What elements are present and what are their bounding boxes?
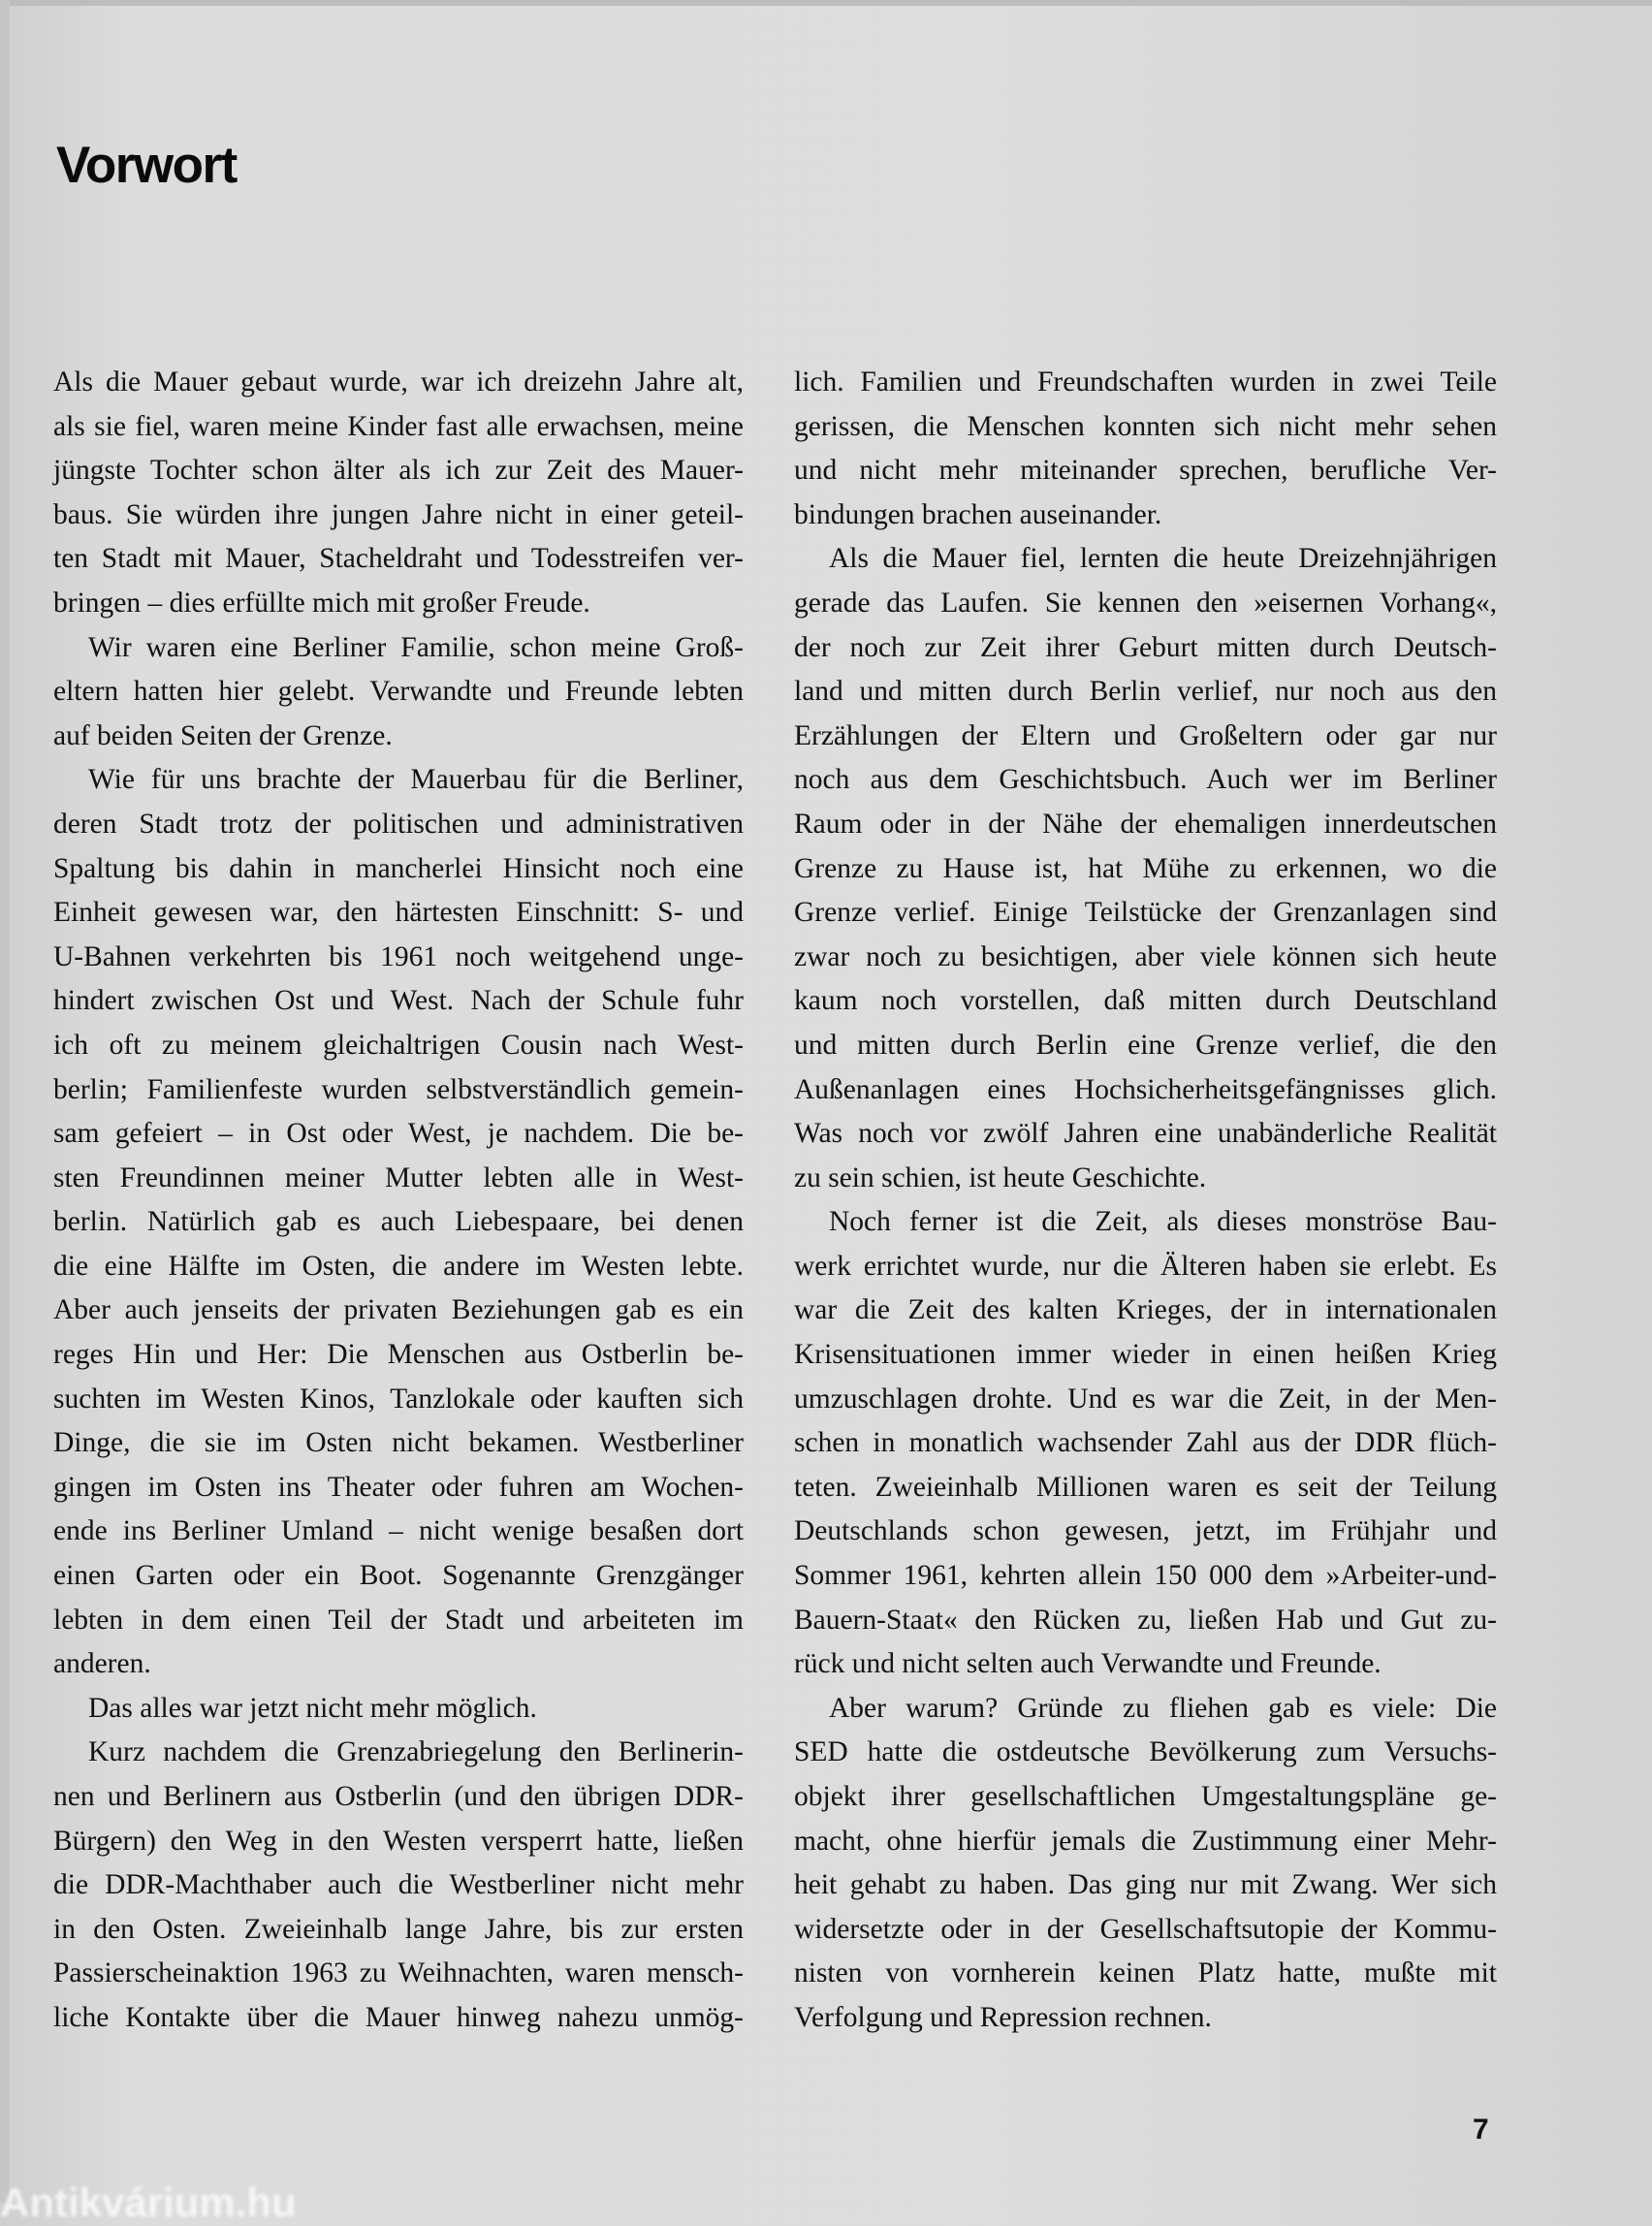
text-line: land und mitten durch Berlin verlief, nur noch aus den <box>794 676 1497 708</box>
text-line: baus. Sie würden ihre jungen Jahre nicht in einer geteil- <box>53 498 744 530</box>
text-line: Bürgern) den Weg in den Westen versperrt hatte, ließen <box>53 1825 744 1857</box>
text-line: Was noch vor zwölf Jahren eine unabänderliche Realität <box>794 1118 1497 1150</box>
text-line: einen Garten oder ein Boot. Sogenannte Grenzgänger <box>53 1560 744 1592</box>
text-line: schen in monatlich wachsender Zahl aus der DDR flüch- <box>794 1427 1497 1459</box>
text-line: umzuschlagen drohte. Und es war die Zeit, in der Men- <box>794 1383 1497 1415</box>
text-line: macht, ohne hierfür jemals die Zustimmung einer Mehr- <box>794 1825 1497 1857</box>
text-line: und mitten durch Berlin eine Grenze verlief, die den <box>794 1029 1497 1061</box>
text-line: Spaltung bis dahin in mancherlei Hinsicht noch eine <box>53 852 744 884</box>
text-line: Als die Mauer fiel, lernten die heute Dreizehnjährigen <box>829 543 1497 575</box>
text-line: Kurz nachdem die Grenzabriegelung den Berlinerin- <box>88 1736 744 1768</box>
page-title: Vorwort <box>56 137 237 194</box>
text-line: Passierscheinaktion 1963 zu Weihnachten, waren mensch- <box>53 1957 744 1989</box>
text-line: Wie für uns brachte der Mauerbau für die Berliner, <box>88 764 744 796</box>
text-line: Aber auch jenseits der privaten Beziehungen gab es ein <box>53 1294 744 1326</box>
text-column-left <box>53 361 744 2041</box>
text-line: Raum oder in der Nähe der ehemaligen innerdeutschen <box>794 808 1497 840</box>
text-line: auf beiden Seiten der Grenze. <box>53 719 393 751</box>
text-line: Erzählungen der Eltern und Großeltern oder gar nur <box>794 719 1497 751</box>
text-line: Aber warum? Gründe zu fliehen gab es viele: Die <box>829 1692 1497 1724</box>
page-number: 7 <box>1473 2114 1489 2146</box>
text-line: berlin; Familienfeste wurden selbstverständlich gemein- <box>53 1073 744 1105</box>
page-top-edge <box>0 0 1652 6</box>
text-line: ich oft zu meinem gleichaltrigen Cousin nach West- <box>53 1029 744 1061</box>
text-line: nisten von vornherein keinen Platz hatte, mußte mit <box>794 1957 1497 1989</box>
text-line: Grenze verlief. Einige Teilstücke der Grenzanlagen sind <box>794 897 1497 929</box>
text-line: SED hatte die ostdeutsche Bevölkerung zum Versuchs- <box>794 1736 1497 1768</box>
text-line: Wir waren eine Berliner Familie, schon meine Groß- <box>88 631 744 663</box>
text-line: Grenze zu Hause ist, hat Mühe zu erkennen, wo die <box>794 852 1497 884</box>
text-line: nen und Berlinern aus Ostberlin (und den übrigen DDR- <box>53 1781 744 1812</box>
text-line: die DDR-Machthaber auch die Westberliner nicht mehr <box>53 1869 744 1901</box>
watermark: Antikvárium.hu <box>0 2179 297 2225</box>
text-line: Außenanlagen eines Hochsicherheitsgefängnisses glich. <box>794 1073 1497 1105</box>
text-line: gerissen, die Menschen konnten sich nicht mehr sehen <box>794 410 1497 442</box>
text-line: Noch ferner ist die Zeit, als dieses monströse Bau- <box>829 1206 1497 1238</box>
text-line: Verfolgung und Repression rechnen. <box>794 2001 1212 2033</box>
text-line: zu sein schien, ist heute Geschichte. <box>794 1161 1207 1193</box>
text-line: werk errichtet wurde, nur die Älteren haben sie erlebt. Es <box>794 1250 1497 1282</box>
text-line: jüngste Tochter schon älter als ich zur Zeit des Mauer- <box>53 455 744 487</box>
page-left-edge <box>0 0 10 2203</box>
text-line: objekt ihrer gesellschaftlichen Umgestaltungspläne ge- <box>794 1781 1497 1812</box>
text-line: Bauern-Staat« den Rücken zu, ließen Hab und Gut zu- <box>794 1604 1497 1636</box>
text-line: hindert zwischen Ost und West. Nach der Schule fuhr <box>53 985 744 1017</box>
text-line: heit gehabt zu haben. Das ging nur mit Zwang. Wer sich <box>794 1869 1497 1901</box>
text-line: zwar noch zu besichtigen, aber viele können sich heute <box>794 940 1497 972</box>
text-line: anderen. <box>53 1648 151 1680</box>
text-line: gerade das Laufen. Sie kennen den »eisernen Vorhang«, <box>794 587 1497 619</box>
text-line: als sie fiel, waren meine Kinder fast alle erwachsen, meine <box>53 410 744 442</box>
text-line: der noch zur Zeit ihrer Geburt mitten durch Deutsch- <box>794 631 1497 663</box>
text-line: und nicht mehr miteinander sprechen, berufliche Ver- <box>794 455 1497 487</box>
text-line: reges Hin und Her: Die Menschen aus Ostberlin be- <box>53 1339 744 1371</box>
text-line: sam gefeiert – in Ost oder West, je nachdem. Die be- <box>53 1118 744 1150</box>
text-line: gingen im Osten ins Theater oder fuhren am Wochen- <box>53 1471 744 1503</box>
text-column-right <box>794 361 1497 2041</box>
text-line: eltern hatten hier gelebt. Verwandte und Freunde lebten <box>53 676 744 708</box>
text-line: lich. Familien und Freundschaften wurden in zwei Teile <box>794 366 1497 398</box>
text-line: Das alles war jetzt nicht mehr möglich. <box>88 1692 537 1724</box>
text-line: Sommer 1961, kehrten allein 150 000 dem »Arbeiter-und- <box>794 1560 1497 1592</box>
text-line: noch aus dem Geschichtsbuch. Auch wer im Berliner <box>794 764 1497 796</box>
text-line: Dinge, die sie im Osten nicht bekamen. Westberliner <box>53 1427 744 1459</box>
text-line: in den Osten. Zweieinhalb lange Jahre, bis zur ersten <box>53 1913 744 1945</box>
text-line: suchten im Westen Kinos, Tanzlokale oder kauften sich <box>53 1383 744 1415</box>
text-line: sten Freundinnen meiner Mutter lebten alle in West- <box>53 1161 744 1193</box>
text-line: ende ins Berliner Umland – nicht wenige besaßen dort <box>53 1515 744 1547</box>
text-line: die eine Hälfte im Osten, die andere im Westen lebte. <box>53 1250 744 1282</box>
text-line: Als die Mauer gebaut wurde, war ich dreizehn Jahre alt, <box>53 366 744 398</box>
text-line: deren Stadt trotz der politischen und administrativen <box>53 808 744 840</box>
text-line: kaum noch vorstellen, daß mitten durch Deutschland <box>794 985 1497 1017</box>
text-line: Krisensituationen immer wieder in einen heißen Krieg <box>794 1339 1497 1371</box>
text-line: Einheit gewesen war, den härtesten Einschnitt: S- und <box>53 897 744 929</box>
text-line: liche Kontakte über die Mauer hinweg nahezu unmög- <box>53 2001 744 2033</box>
text-line: widersetzte oder in der Gesellschaftsutopie der Kommu- <box>794 1913 1497 1945</box>
text-line: berlin. Natürlich gab es auch Liebespaare, bei denen <box>53 1206 744 1238</box>
text-line: ten Stadt mit Mauer, Stacheldraht und Todesstreifen ver- <box>53 543 744 575</box>
text-line: lebten in dem einen Teil der Stadt und arbeiteten im <box>53 1604 744 1636</box>
text-line: rück und nicht selten auch Verwandte und Freunde. <box>794 1648 1382 1680</box>
text-line: teten. Zweieinhalb Millionen waren es seit der Teilung <box>794 1471 1497 1503</box>
text-line: Deutschlands schon gewesen, jetzt, im Frühjahr und <box>794 1515 1497 1547</box>
text-line: bringen – dies erfüllte mich mit großer Freude. <box>53 587 590 619</box>
text-line: bindungen brachen auseinander. <box>794 498 1162 530</box>
text-line: war die Zeit des kalten Krieges, der in internationalen <box>794 1294 1497 1326</box>
text-line: U-Bahnen verkehrten bis 1961 noch weitgehend unge- <box>53 940 744 972</box>
